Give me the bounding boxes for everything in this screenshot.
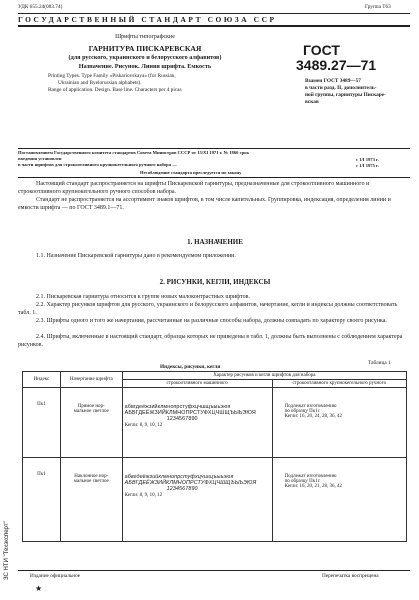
section-2-1: 2.1. Пискаревская гарнитура относится к группе новых малоконтрастных шрифтов. <box>36 294 250 300</box>
sample-digits: 1234567890 <box>166 416 198 422</box>
sample-uppercase: АБВГДЕЁЖЗИЙКЛМНОПРСТУФХЦЧШЩЪЫЬЭЮЯ <box>124 480 257 486</box>
intro-paragraph-1: Настоящий стандарт распространяется на шрифты Пискаревской гарнитуры, предназначенные для строкоотливного машинного и строкоотливного крупнокегельного ручного способов набора. <box>18 181 370 195</box>
replaces-line-1: Взамен ГОСТ 3489—57 <box>305 78 361 84</box>
decree-rule-top <box>18 148 410 149</box>
row-hand: Подлежат изготовлению по образцу Пк1с Кегли: 16, 20, 24, 28, 36, 42 <box>272 388 406 458</box>
table-header-index: Индекс <box>23 372 61 388</box>
title-english-3: Range of application. Design. Base line. Characters per 4 picas <box>48 87 182 93</box>
row-sample <box>122 458 272 542</box>
table-header-hand: строкоотливного крупнокегельного ручного <box>272 380 406 388</box>
decree-rule-bottom <box>18 177 410 178</box>
star-icon: ★ <box>35 584 43 593</box>
table-super-header: Индексы, рисунки, кегли <box>160 364 221 370</box>
official-edition: Издание официальное <box>30 573 81 579</box>
title-english-2: Ukrainian and Byelorussian alphabets). <box>58 80 142 86</box>
sample-lowercase: абвгдеёжзийклмнопрстуфхцчшщъыьэюя <box>124 404 231 410</box>
section-1-1: 1.1. Назначение Пискаревской гарнитуры дано в рекомендуемом приложении. <box>36 253 236 259</box>
row-index: Пк1 <box>23 388 61 458</box>
decree-date-1: с 1/I 1973 г. <box>356 157 379 162</box>
section-2-4: 2.4. Шрифты, включенные в настоящий стандарт, образцы которых не приведены в табл. 1, должны быть выполнены с соблюдением характера рисунков. <box>18 334 403 348</box>
gost-number: 3489.27—71 <box>296 57 377 73</box>
decree-line-3: в части шрифтов для строкоотливного крупнокегельного ручного набора — <box>18 162 177 167</box>
title-line-3: (для русского, украинского и белорусского алфавитов) <box>68 54 222 61</box>
table-caption: Таблица 1 <box>368 360 391 366</box>
table-header-machine: строкоотливного машинного <box>122 380 272 388</box>
title-english-1: Printing Types. Type Family «Piskarіovskaya» (for Russian, <box>48 73 176 79</box>
intro-paragraph-2: Стандарт не распространяется на ассортимент знаков шрифтов, в том числе капительных. Группировка, индексация, определения линии и емкости шрифта — по ГОСТ 3489.1—71. <box>18 197 391 211</box>
row-style: Прямое нор- мальное светлое <box>60 388 122 458</box>
table-row <box>23 388 407 458</box>
gost-label: ГОСТ <box>303 42 340 58</box>
row-sample <box>122 388 272 458</box>
section-1-heading: 1. НАЗНАЧЕНИЕ <box>187 238 243 246</box>
band-rule <box>18 25 410 27</box>
row-style: Наклонное нор- мальное светлое <box>60 458 122 542</box>
title-line-4: Назначение. Рисунок. Линия шрифта. Емкость <box>78 63 212 70</box>
replaces-line-3: ной группы, гарнитуры Пискаре- <box>305 92 386 98</box>
section-2-3: 2.3. Шрифты одного и того же начертания, рассчитанные на различные способы набора, должны совпадать по характеру своего рисунка. <box>36 318 387 324</box>
title-line-2: ГАРНИТУРА ПИСКАРЕВСКАЯ <box>88 44 202 53</box>
reprint-prohibited: Перепечатка воспрещена <box>322 573 379 579</box>
section-2-heading: 2. РИСУНКИ, КЕГЛИ, ИНДЕКСЫ <box>159 278 271 286</box>
replaces-line-2: в части разд. II, дополнитель- <box>305 85 377 91</box>
sample-sizes: Кегли: 8, 9, 10, 12 <box>124 423 163 428</box>
row-hand: Подлежат изготовлению по образцу Пк1с Кегли: 16, 20, 21, 28, 36, 42 <box>272 458 406 542</box>
section-2-2: 2.2. Характер рисунков шрифтов для русского, украинского и белорусского алфавитов, начертание, кегли и индексы должны соответствовать табл. 1. <box>18 302 398 316</box>
non-compliance-notice: Несоблюдение стандарта преследуется по закону <box>140 170 242 175</box>
decree-line-1: Постановлением Государственного комитета стандартов Совета Министров СССР от 15/XI 1971 г. № 1866 срок <box>18 150 250 155</box>
sample-digits: 1234567890 <box>166 486 198 492</box>
group-code: Группа Т63 <box>365 4 391 10</box>
decree-date-2: с 1/I 1975 г. <box>356 163 379 168</box>
replaces-line-4: вская <box>305 99 319 105</box>
table-header-style: Начертание шрифта <box>60 372 122 388</box>
table-1 <box>22 371 407 542</box>
udk-code: УДК 655.24(083.74) <box>18 4 63 10</box>
side-watermark: ЗС НТИ "Техэксперт" <box>4 521 10 580</box>
sample-uppercase: АБВГДЕЁЖЗИЙКЛМНОПРСТУФХЦЧШЩЪЫЬЭЮЯ <box>124 410 256 416</box>
row-index: Пк1 <box>23 458 61 542</box>
title-line-1: Шрифты типографские <box>115 34 175 40</box>
sample-lowercase: абвгдеёжзийклмнопрстуфхцчшщъыьэюя <box>124 474 234 480</box>
table-row <box>23 458 407 542</box>
footer-rule <box>18 570 410 571</box>
decree-line-2: введения установлен <box>18 156 62 161</box>
top-rule <box>18 13 410 14</box>
state-standard-band: ГОСУДАРСТВЕННЫЙ СТАНДАРТ СОЮЗА ССР <box>18 15 277 24</box>
table-header-character: Характер рисунков и кегли шрифтов для набора <box>122 372 406 380</box>
sample-sizes: Кегли: 8, 9, 10, 12 <box>124 493 163 498</box>
